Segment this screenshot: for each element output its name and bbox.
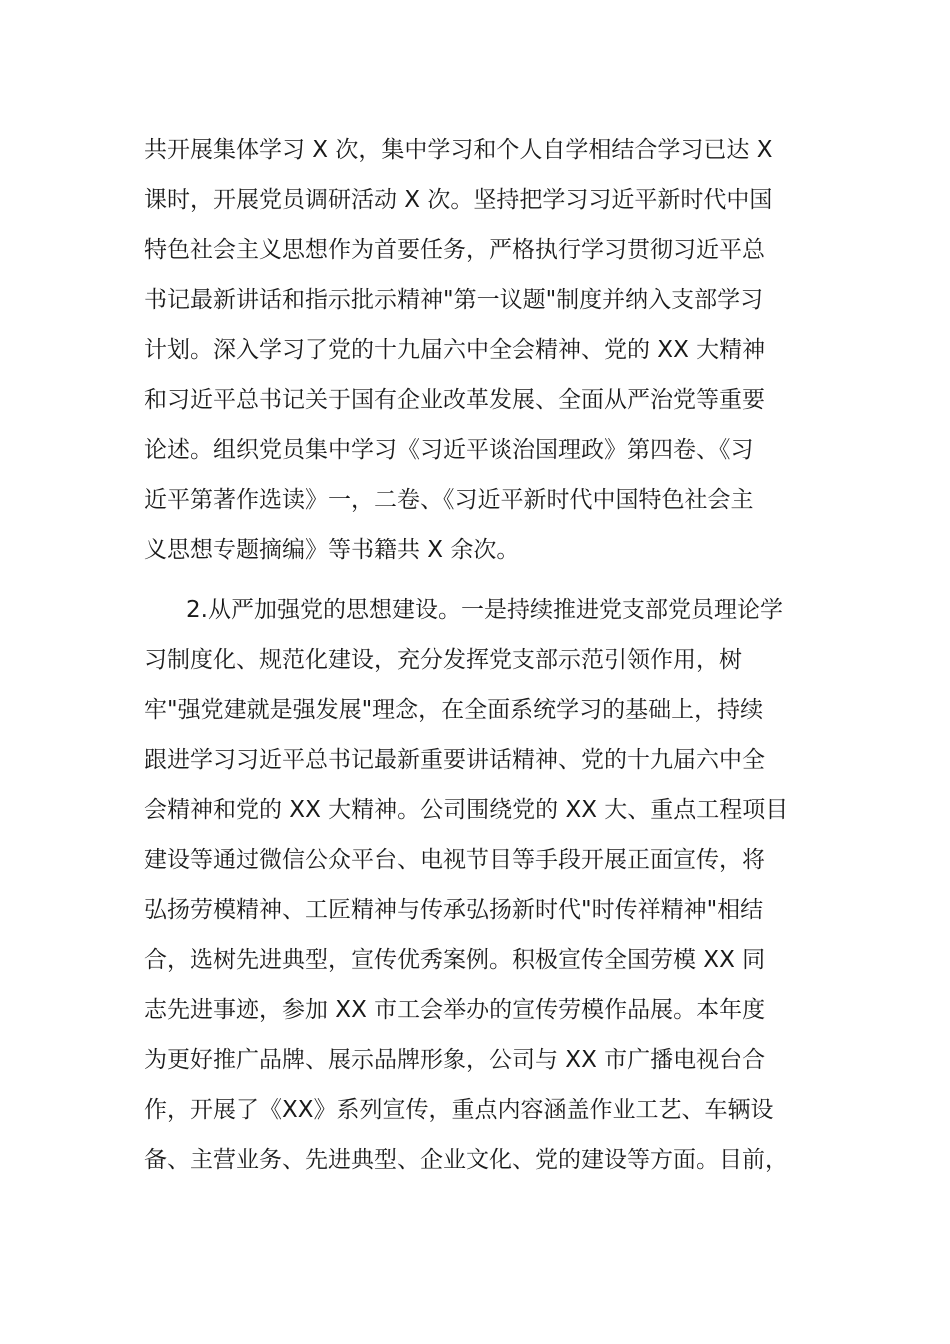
paragraph-2-line-12: 备、主营业务、先进典型、企业文化、党的建设等方面。目前， (144, 1147, 788, 1173)
paragraph-1-line-4: 书记最新讲话和指示批示精神"第一议题"制度并纳入支部学习 (144, 287, 764, 313)
paragraph-2-line-4: 跟进学习习近平总书记最新重要讲话精神、党的十九届六中全 (144, 747, 765, 773)
paragraph-2-line-8: 合，选树先进典型，宣传优秀案例。积极宣传全国劳模 XX 同 (144, 947, 766, 973)
paragraph-2-line-5: 会精神和党的 XX 大精神。公司围绕党的 XX 大、重点工程项目 (144, 797, 789, 823)
paragraph-2-line-10: 为更好推广品牌、展示品牌形象，公司与 XX 市广播电视台合 (144, 1047, 766, 1073)
paragraph-2-line-11: 作，开展了《XX》系列宣传，重点内容涵盖作业工艺、车辆设 (144, 1097, 774, 1123)
paragraph-1-line-7: 论述。组织党员集中学习《习近平谈治国理政》第四卷、《习 (144, 437, 754, 463)
paragraph-1-line-5: 计划。深入学习了党的十九届六中全会精神、党的 XX 大精神 (144, 337, 766, 363)
paragraph-2-line-1: 2.从严加强党的思想建设。一是持续推进党支部党员理论学 (186, 597, 783, 623)
paragraph-1-line-8: 近平第著作选读》一，二卷、《习近平新时代中国特色社会主 (144, 487, 754, 513)
paragraph-1-line-2: 课时，开展党员调研活动 X 次。坚持把学习习近平新时代中国 (144, 187, 773, 213)
paragraph-2-line-9: 志先进事迹，参加 XX 市工会举办的宣传劳模作品展。本年度 (144, 997, 766, 1023)
paragraph-1-line-3: 特色社会主义思想作为首要任务，严格执行学习贯彻习近平总 (144, 237, 765, 263)
paragraph-2-line-2: 习制度化、规范化建设，充分发挥党支部示范引领作用，树 (144, 647, 742, 673)
paragraph-2-line-3: 牢"强党建就是强发展"理念，在全面系统学习的基础上，持续 (144, 697, 764, 723)
paragraph-1-line-1: 共开展集体学习 X 次，集中学习和个人自学相结合学习已达 X (144, 137, 773, 163)
paragraph-2-line-7: 弘扬劳模精神、工匠精神与传承弘扬新时代"时传祥精神"相结 (144, 897, 764, 923)
paragraph-2-line-6: 建设等通过微信公众平台、电视节目等手段开展正面宣传，将 (144, 847, 765, 873)
paragraph-1-line-9: 义思想专题摘编》等书籍共 X 余次。 (144, 537, 520, 563)
paragraph-1-line-6: 和习近平总书记关于国有企业改革发展、全面从严治党等重要 (144, 387, 765, 413)
